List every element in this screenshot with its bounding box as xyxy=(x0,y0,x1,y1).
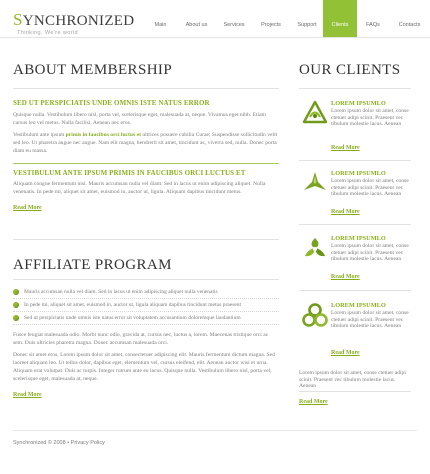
client-description: Lorem ipsum dolor sit amet, conse ctetuer adipi scinit. Praesent vec tibulum molestie lacus. Aenean xyxy=(331,310,409,329)
nav-item-services[interactable]: Services xyxy=(223,22,245,28)
nav-item-faqs[interactable]: FAQs xyxy=(366,22,380,28)
client-text xyxy=(331,100,411,128)
about-paragraph-2-a: Vestibulum ante ipsum xyxy=(13,132,66,138)
green-bullet-icon xyxy=(13,289,19,295)
affiliate-paragraph-1: Fusce feugiat malesuada odio. Morbi nunc odio, gravida at, cursus nec, luctus a, lorem. Maecenas tristique orci ac sem. Duis ultricies pharetra magna. Donec accumsan malesuada orci. xyxy=(13,332,269,346)
triangle-swirl-icon xyxy=(302,100,328,126)
affiliate-divider xyxy=(13,279,279,280)
logo[interactable] xyxy=(13,12,134,36)
client-title: LOREM IPSUMLO xyxy=(331,100,386,107)
affiliate-read-more-link[interactable]: Read More xyxy=(13,392,42,398)
client-divider xyxy=(299,224,411,225)
footer-divider xyxy=(13,430,417,431)
about-subheading-2: VESTIBULUM ANTE IPSUM PRIMIS IN FAUCIBUS ORCI LUCTUS ET xyxy=(13,169,246,177)
about-paragraph-2-b: ultrices posuere cubilia Curae; Suspendisse sollicitudin velit sed leo. Ut pharetra augue nec augue. Nam elit magna, hendrerit sit amet, tincidunt ac, viverra sed, nulla. Donec porta diam eu massa. xyxy=(13,132,278,154)
affiliate-paragraph-2: Donec sit amet eros. Lorem ipsum dolor sit amet, consectetuer adipiscing elit. Mauris fermentum dictum magna. Sed laoreet aliquam leo. Ut tellus dolor, dapibus eget, elementum vel, cursus eleifend, elit. Aenean auctor wisi et urna. Aliquam erat volutpat. Duis ac turpis. Integer rutrum ante eu lacus. Quisque nulla. Vestibulum libero nisl, porta vel, scelerisque eget, malesuada at, neque. xyxy=(13,352,275,382)
client-divider xyxy=(299,160,411,161)
bullet-text: Sed ut perspiciatis unde omnis iste natus error sit voluptatem accusantium doloremque laudantium xyxy=(24,315,241,321)
bullet-text: In pede mi, aliquet sit amet, euismod in, auctor ut, ligula aliquam dapibus tincidunt metus praesent xyxy=(24,302,242,308)
clients-column xyxy=(299,62,411,405)
about-paragraph-2 xyxy=(13,131,279,155)
client-read-more-link[interactable]: Read More xyxy=(331,145,360,151)
bullet-text: Mauris accumsan nulla vel diam. Sed in lacus ut enim adipiscing aliquet nulla venenatis xyxy=(24,289,218,295)
tri-blade-icon xyxy=(302,170,328,196)
trefoil-icon xyxy=(302,302,328,328)
green-bullet-icon xyxy=(13,302,19,308)
logo-first-letter: S xyxy=(13,10,23,29)
nav-item-main[interactable]: Main xyxy=(154,22,167,28)
about-title: ABOUT MEMBERSHIP xyxy=(13,62,173,78)
nav-item-projects[interactable]: Projects xyxy=(261,22,281,28)
client-title: LOREM IPSUMLO xyxy=(331,170,386,177)
affiliate-bullet-list xyxy=(13,286,279,325)
bullet-item xyxy=(13,299,279,312)
main-nav xyxy=(145,0,430,37)
about-read-more-link[interactable]: Read More xyxy=(13,205,42,211)
nav-item-clients[interactable]: Clients xyxy=(323,0,357,37)
logo-rest: YNCHRONIZED xyxy=(22,13,135,29)
client-item xyxy=(299,100,411,180)
client-description: Lorem ipsum dolor sit amet, conse ctetuer adipi scinit. Praesent vec tibulum molestie lacus. Aenean xyxy=(331,108,409,127)
bullet-item xyxy=(13,286,279,299)
bullet-item xyxy=(13,312,279,325)
client-title: LOREM IPSUMLO xyxy=(331,235,386,242)
client-read-more-link[interactable]: Read More xyxy=(331,350,360,356)
nav-item-contacts[interactable]: Contacts xyxy=(398,22,421,28)
client-text xyxy=(331,302,411,330)
about-divider xyxy=(13,88,279,89)
clients-title: OUR CLIENTS xyxy=(299,62,401,78)
main-column xyxy=(13,62,279,401)
about-paragraph-1: Quisque nulla. Vestibulum libero nisl, porta vel, scelerisque eget, malesuada at, neque. Vivamus eget nibh. Etiam cursus leo vel metus. Nulla facilisi. Aenean nec eros. xyxy=(13,112,266,126)
green-bullet-icon xyxy=(13,315,19,321)
about-paragraph-2-highlight: primis in faucibus orci luctus et xyxy=(65,132,141,138)
nav-item-support[interactable]: Support xyxy=(297,22,317,28)
clients-outro-text: Lorem ipsum dolor sit amet, conse ctetuer adipi scinit. Praesent vec tibulum molestie lacus. Aenean xyxy=(299,370,406,389)
footer-text: Synchronized © 2008 • Privacy Policy xyxy=(13,440,105,446)
client-divider xyxy=(299,290,411,291)
nav-item-about-us[interactable]: About us xyxy=(185,22,208,28)
about-paragraph-3: Aliquam congue fermentum nisl. Mauris accumsan nulla vel diam. Sed in lacus ut enim adipiscing aliquet. Nulla venenatis. In pede mi, aliquet sit amet, euismod in, auctor ut, ligula. Aliquam dapibus tincidunt metus. xyxy=(13,181,266,195)
clients-read-more-link[interactable]: Read More xyxy=(299,399,328,405)
clients-bottom-divider xyxy=(299,391,411,392)
triskelion-icon xyxy=(302,235,328,261)
about-subheading-1: SED UT PERSPICIATIS UNDE OMNIS ISTE NATUS ERROR xyxy=(13,99,210,107)
client-title: LOREM IPSUMLO xyxy=(331,302,386,309)
client-text xyxy=(331,235,411,263)
client-description: Lorem ipsum dolor sit amet, conse ctetuer adipi scinit. Praesent vec tibulum molestie lacus. Aenean xyxy=(331,243,409,262)
clients-divider xyxy=(299,88,411,89)
logo-tagline: Thinking. We're world xyxy=(17,30,79,36)
logo-text xyxy=(13,12,134,29)
client-read-more-link[interactable]: Read More xyxy=(331,274,360,280)
affiliate-title: AFFILIATE PROGRAM xyxy=(13,257,172,273)
client-description: Lorem ipsum dolor sit amet, conse ctetuer adipi scinit. Praesent vec tibulum molestie lacus. Aenean xyxy=(331,178,409,197)
client-text xyxy=(331,170,411,198)
client-read-more-link[interactable]: Read More xyxy=(331,209,360,215)
header xyxy=(0,0,430,38)
section-divider xyxy=(13,239,279,240)
about-green-divider xyxy=(13,163,279,164)
